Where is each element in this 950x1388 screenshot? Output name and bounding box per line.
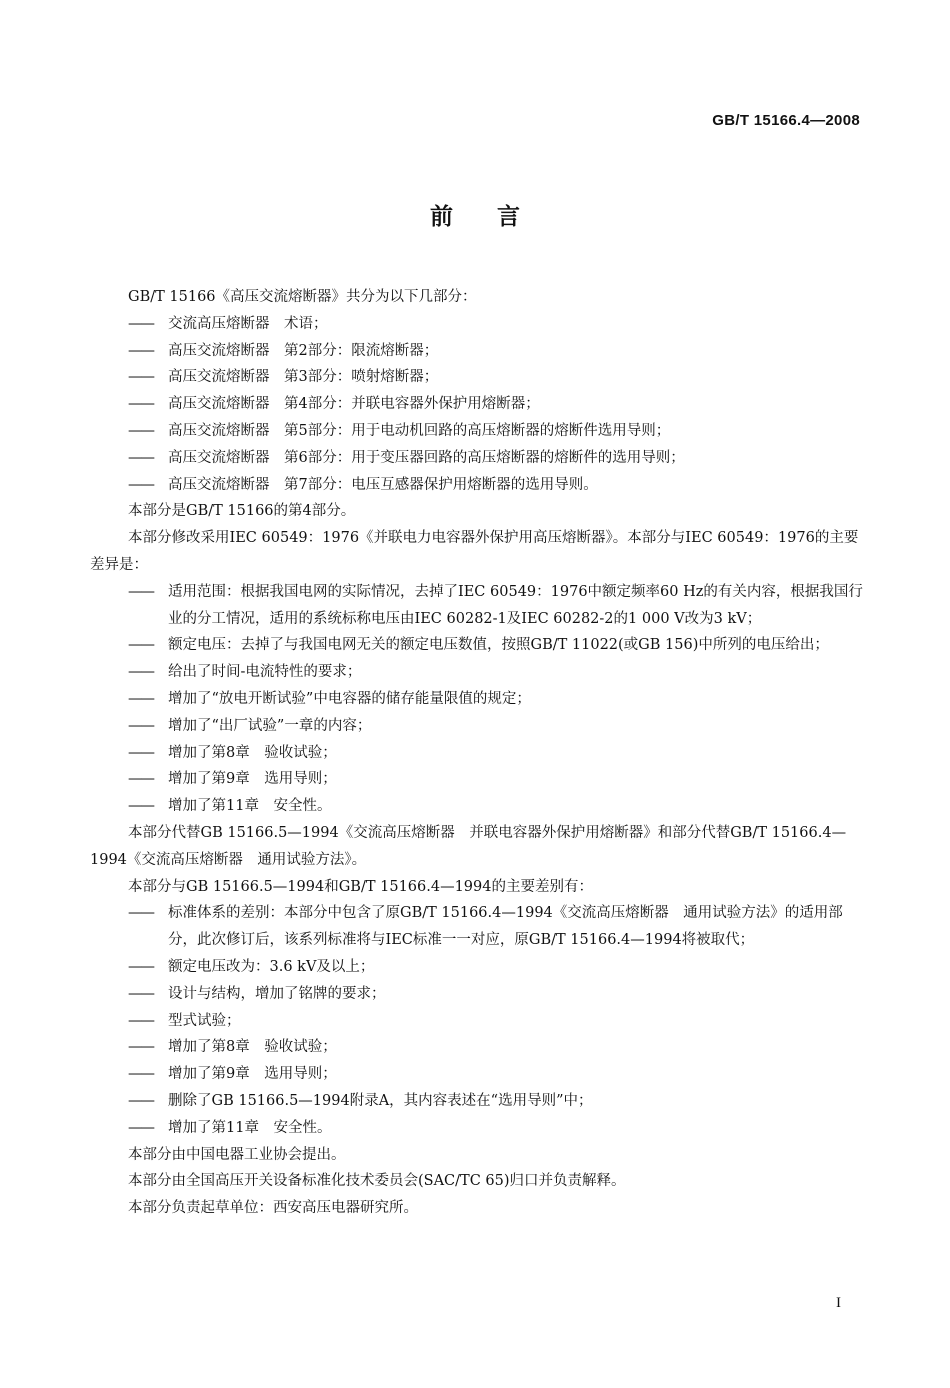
page-number: I bbox=[836, 1295, 841, 1311]
list-item: —— 设计与结构，增加了铭牌的要求； bbox=[128, 985, 386, 1002]
intro-paragraph: GB/T 15166《高压交流熔断器》共分为以下几部分： bbox=[128, 289, 477, 305]
list-item: —— 高压交流熔断器 第4部分：并联电容器外保护用熔断器； bbox=[128, 396, 540, 413]
list-item: —— 给出了时间-电流特性的要求； bbox=[128, 664, 362, 681]
list-item: —— 高压交流熔断器 第5部分：用于电动机回路的高压熔断器的熔断件选用导则； bbox=[128, 422, 671, 439]
list-item: —— 额定电压改为：3.6 kV及以上； bbox=[128, 958, 375, 975]
list-item: —— 型式试验； bbox=[128, 1012, 241, 1029]
list-item: —— 交流高压熔断器 术语； bbox=[128, 315, 328, 332]
replaces-paragraph: 本部分代替GB 15166.5—1994《交流高压熔断器 并联电容器外保护用熔断器》和部分代替GB/T 15166.4—1994《交流高压熔断器 通用试验方法》。 bbox=[90, 824, 847, 868]
managed-by-paragraph: 本部分由全国高压开关设备标准化技术委员会(SAC/TC 65)归口并负责解释。 bbox=[128, 1173, 626, 1190]
list-item: —— 增加了第9章 选用导则； bbox=[128, 771, 337, 788]
gb-differences-list bbox=[90, 900, 865, 1141]
list-item: —— 增加了第8章 验收试验； bbox=[128, 744, 337, 761]
list-item: —— 高压交流熔断器 第2部分：限流熔断器； bbox=[128, 342, 439, 359]
list-item: —— 增加了第9章 选用导则； bbox=[128, 1066, 337, 1083]
parts-list bbox=[90, 311, 865, 499]
proposed-by-paragraph: 本部分由中国电器工业协会提出。 bbox=[128, 1146, 346, 1163]
list-item: —— 高压交流熔断器 第6部分：用于变压器回路的高压熔断器的熔断件的选用导则； bbox=[128, 449, 685, 466]
list-item: —— 增加了“放电开断试验”中电容器的储存能量限值的规定； bbox=[128, 690, 531, 707]
list-item: —— 高压交流熔断器 第3部分：喷射熔断器； bbox=[128, 369, 439, 386]
this-part-paragraph: 本部分是GB/T 15166的第4部分。 bbox=[128, 503, 356, 520]
foreword-body bbox=[90, 284, 865, 1222]
list-item: —— 额定电压：去掉了与我国电网无关的额定电压数值，按照GB/T 11022(或GB 156)中所列的电压给出； bbox=[128, 637, 829, 654]
list-item: —— 高压交流熔断器 第7部分：电压互感器保护用熔断器的选用导则。 bbox=[128, 476, 598, 493]
iec-differences-list bbox=[90, 579, 865, 820]
list-item: —— 增加了第8章 验收试验； bbox=[128, 1039, 337, 1056]
standard-number: GB/T 15166.4—2008 bbox=[712, 112, 860, 129]
page-title: 前言 bbox=[430, 204, 564, 230]
drafted-by-paragraph: 本部分负责起草单位：西安高压电器研究所。 bbox=[128, 1200, 418, 1217]
list-item: —— 增加了第11章 安全性。 bbox=[128, 798, 332, 815]
list-item: —— 增加了第11章 安全性。 bbox=[128, 1119, 332, 1136]
list-item: —— 标准体系的差别：本部分中包含了原GB/T 15166.4—1994《交流高压熔断器 通用试验方法》的适用部分，此次修订后，该系列标准将与IEC标准一一对应，原GB/T 15166.4—1994将被取代； bbox=[128, 905, 843, 949]
list-item: —— 增加了“出厂试验”一章的内容； bbox=[128, 717, 372, 734]
gb-diff-paragraph: 本部分与GB 15166.5—1994和GB/T 15166.4—1994的主要差别有： bbox=[128, 878, 593, 895]
modify-paragraph: 本部分修改采用IEC 60549：1976《并联电力电容器外保护用高压熔断器》。本部分与IEC 60549：1976的主要差异是： bbox=[90, 530, 859, 573]
list-item: —— 适用范围：根据我国电网的实际情况，去掉了IEC 60549：1976中额定频率60 Hz的有关内容，根据我国行业的分工情况，适用的系统标称电压由IEC 60282-1及IEC 60282-2的1 000 V改为3 kV； bbox=[128, 583, 863, 627]
list-item: —— 删除了GB 15166.5—1994附录A，其内容表述在“选用导则”中； bbox=[128, 1092, 593, 1109]
